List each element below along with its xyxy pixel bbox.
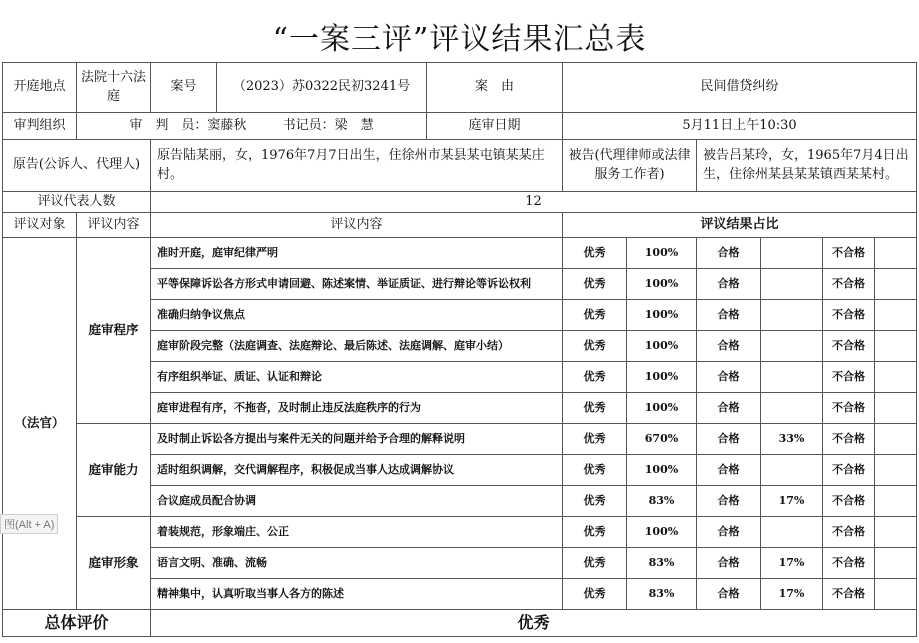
date-value: 5月11日上午10:30 bbox=[563, 113, 917, 140]
fail-label: 不合格 bbox=[823, 455, 875, 486]
category-cell: 庭审形象 bbox=[77, 517, 151, 610]
evaluation-table bbox=[2, 62, 917, 637]
excellent-percent: 100% bbox=[627, 517, 697, 548]
header-detail: 评议内容 bbox=[151, 213, 563, 238]
excellent-percent: 100% bbox=[627, 331, 697, 362]
defendant-label: 被告(代理律师或法律服务工作者) bbox=[563, 140, 697, 192]
cause-value: 民间借贷纠纷 bbox=[563, 63, 917, 113]
pass-label: 合格 bbox=[697, 269, 761, 300]
panel-value bbox=[77, 113, 427, 140]
pass-percent bbox=[761, 300, 823, 331]
fail-label: 不合格 bbox=[823, 548, 875, 579]
pass-label: 合格 bbox=[697, 331, 761, 362]
fail-percent bbox=[875, 331, 917, 362]
date-label: 庭审日期 bbox=[427, 113, 563, 140]
criterion-text: 语言文明、准确、流畅 bbox=[151, 548, 563, 579]
header-content: 评议内容 bbox=[77, 213, 151, 238]
pass-label: 合格 bbox=[697, 238, 761, 269]
excellent-label: 优秀 bbox=[563, 579, 627, 610]
pass-percent bbox=[761, 362, 823, 393]
defendant-value: 被告吕某玲，女，1965年7月4日出生，住徐州某县某某镇西某某村。 bbox=[697, 140, 917, 192]
excellent-label: 优秀 bbox=[563, 455, 627, 486]
reps-label: 评议代表人数 bbox=[3, 192, 151, 213]
excellent-label: 优秀 bbox=[563, 393, 627, 424]
fail-percent bbox=[875, 455, 917, 486]
reps-value: 12 bbox=[151, 192, 917, 213]
fail-label: 不合格 bbox=[823, 424, 875, 455]
excellent-percent: 100% bbox=[627, 269, 697, 300]
excellent-percent: 100% bbox=[627, 238, 697, 269]
table-row bbox=[3, 424, 917, 455]
criterion-text: 着装规范，形象端庄、公正 bbox=[151, 517, 563, 548]
excellent-label: 优秀 bbox=[563, 300, 627, 331]
excellent-label: 优秀 bbox=[563, 269, 627, 300]
fail-label: 不合格 bbox=[823, 238, 875, 269]
fail-label: 不合格 bbox=[823, 269, 875, 300]
criterion-text: 合议庭成员配合协调 bbox=[151, 486, 563, 517]
criterion-text: 庭审阶段完整（法庭调查、法庭辩论、最后陈述、法庭调解、庭审小结） bbox=[151, 331, 563, 362]
criterion-text: 精神集中，认真听取当事人各方的陈述 bbox=[151, 579, 563, 610]
excellent-label: 优秀 bbox=[563, 238, 627, 269]
header-target: 评议对象 bbox=[3, 213, 77, 238]
total-label: 总体评价 bbox=[3, 610, 151, 637]
excellent-percent: 83% bbox=[627, 486, 697, 517]
pass-percent: 17% bbox=[761, 579, 823, 610]
pass-label: 合格 bbox=[697, 300, 761, 331]
fail-percent bbox=[875, 238, 917, 269]
evaluation-target: （法官） bbox=[3, 238, 77, 610]
pass-label: 合格 bbox=[697, 548, 761, 579]
table-row bbox=[3, 238, 917, 269]
excellent-label: 优秀 bbox=[563, 362, 627, 393]
fail-percent bbox=[875, 362, 917, 393]
pass-label: 合格 bbox=[697, 517, 761, 548]
pass-percent bbox=[761, 393, 823, 424]
pass-label: 合格 bbox=[697, 362, 761, 393]
fail-label: 不合格 bbox=[823, 300, 875, 331]
criterion-text: 有序组织举证、质证、认证和辩论 bbox=[151, 362, 563, 393]
pass-percent bbox=[761, 331, 823, 362]
criterion-text: 平等保障诉讼各方形式申请回避、陈述案情、举证质证、进行辩论等诉讼权利 bbox=[151, 269, 563, 300]
fail-label: 不合格 bbox=[823, 362, 875, 393]
fail-percent bbox=[875, 517, 917, 548]
case-no-label: 案号 bbox=[151, 63, 217, 113]
fail-label: 不合格 bbox=[823, 486, 875, 517]
excellent-label: 优秀 bbox=[563, 486, 627, 517]
pass-percent bbox=[761, 517, 823, 548]
excellent-percent: 83% bbox=[627, 579, 697, 610]
location-label: 开庭地点 bbox=[3, 63, 77, 113]
fail-percent bbox=[875, 486, 917, 517]
fail-percent bbox=[875, 269, 917, 300]
case-no-value: （2023）苏0322民初3241号 bbox=[217, 63, 427, 113]
fail-label: 不合格 bbox=[823, 517, 875, 548]
screenshot-hint-tooltip: 图(Alt + A) bbox=[0, 514, 58, 534]
pass-label: 合格 bbox=[697, 455, 761, 486]
excellent-label: 优秀 bbox=[563, 331, 627, 362]
pass-percent: 17% bbox=[761, 548, 823, 579]
fail-label: 不合格 bbox=[823, 579, 875, 610]
cause-label: 案 由 bbox=[427, 63, 563, 113]
fail-label: 不合格 bbox=[823, 393, 875, 424]
clerk-name: 书记员：梁 慧 bbox=[282, 117, 374, 133]
plaintiff-label: 原告(公诉人、代理人) bbox=[3, 140, 151, 192]
fail-percent bbox=[875, 579, 917, 610]
criterion-text: 庭审进程有序，不拖沓，及时制止违反法庭秩序的行为 bbox=[151, 393, 563, 424]
excellent-label: 优秀 bbox=[563, 548, 627, 579]
pass-label: 合格 bbox=[697, 424, 761, 455]
table-row bbox=[3, 517, 917, 548]
total-row bbox=[3, 610, 917, 637]
pass-label: 合格 bbox=[697, 486, 761, 517]
excellent-label: 优秀 bbox=[563, 517, 627, 548]
excellent-percent: 670% bbox=[627, 424, 697, 455]
pass-percent: 17% bbox=[761, 486, 823, 517]
pass-percent bbox=[761, 238, 823, 269]
criterion-text: 适时组织调解，交代调解程序，积极促成当事人达成调解协议 bbox=[151, 455, 563, 486]
excellent-percent: 100% bbox=[627, 300, 697, 331]
pass-percent bbox=[761, 455, 823, 486]
fail-percent bbox=[875, 548, 917, 579]
excellent-percent: 100% bbox=[627, 393, 697, 424]
total-value: 优秀 bbox=[151, 610, 917, 637]
criterion-text: 准时开庭，庭审纪律严明 bbox=[151, 238, 563, 269]
fail-percent bbox=[875, 424, 917, 455]
header-ratio: 评议结果占比 bbox=[563, 213, 917, 238]
fail-percent bbox=[875, 393, 917, 424]
pass-label: 合格 bbox=[697, 579, 761, 610]
criterion-text: 准确归纳争议焦点 bbox=[151, 300, 563, 331]
panel-label: 审判组织 bbox=[3, 113, 77, 140]
plaintiff-value: 原告陆某丽，女，1976年7月7日出生，住徐州市某县某屯镇某某庄村。 bbox=[151, 140, 563, 192]
criterion-text: 及时制止诉讼各方提出与案件无关的问题并给予合理的解释说明 bbox=[151, 424, 563, 455]
excellent-percent: 83% bbox=[627, 548, 697, 579]
fail-percent bbox=[875, 300, 917, 331]
excellent-percent: 100% bbox=[627, 362, 697, 393]
excellent-label: 优秀 bbox=[563, 424, 627, 455]
page-title: “一案三评”评议结果汇总表 bbox=[272, 22, 647, 57]
category-cell: 庭审能力 bbox=[77, 424, 151, 517]
pass-percent: 33% bbox=[761, 424, 823, 455]
pass-label: 合格 bbox=[697, 393, 761, 424]
location-value: 法院十六法庭 bbox=[77, 63, 151, 113]
pass-percent bbox=[761, 269, 823, 300]
judge-name: 审 判 员：窦藤秋 bbox=[129, 117, 247, 133]
fail-label: 不合格 bbox=[823, 331, 875, 362]
excellent-percent: 100% bbox=[627, 455, 697, 486]
category-cell: 庭审程序 bbox=[77, 238, 151, 424]
